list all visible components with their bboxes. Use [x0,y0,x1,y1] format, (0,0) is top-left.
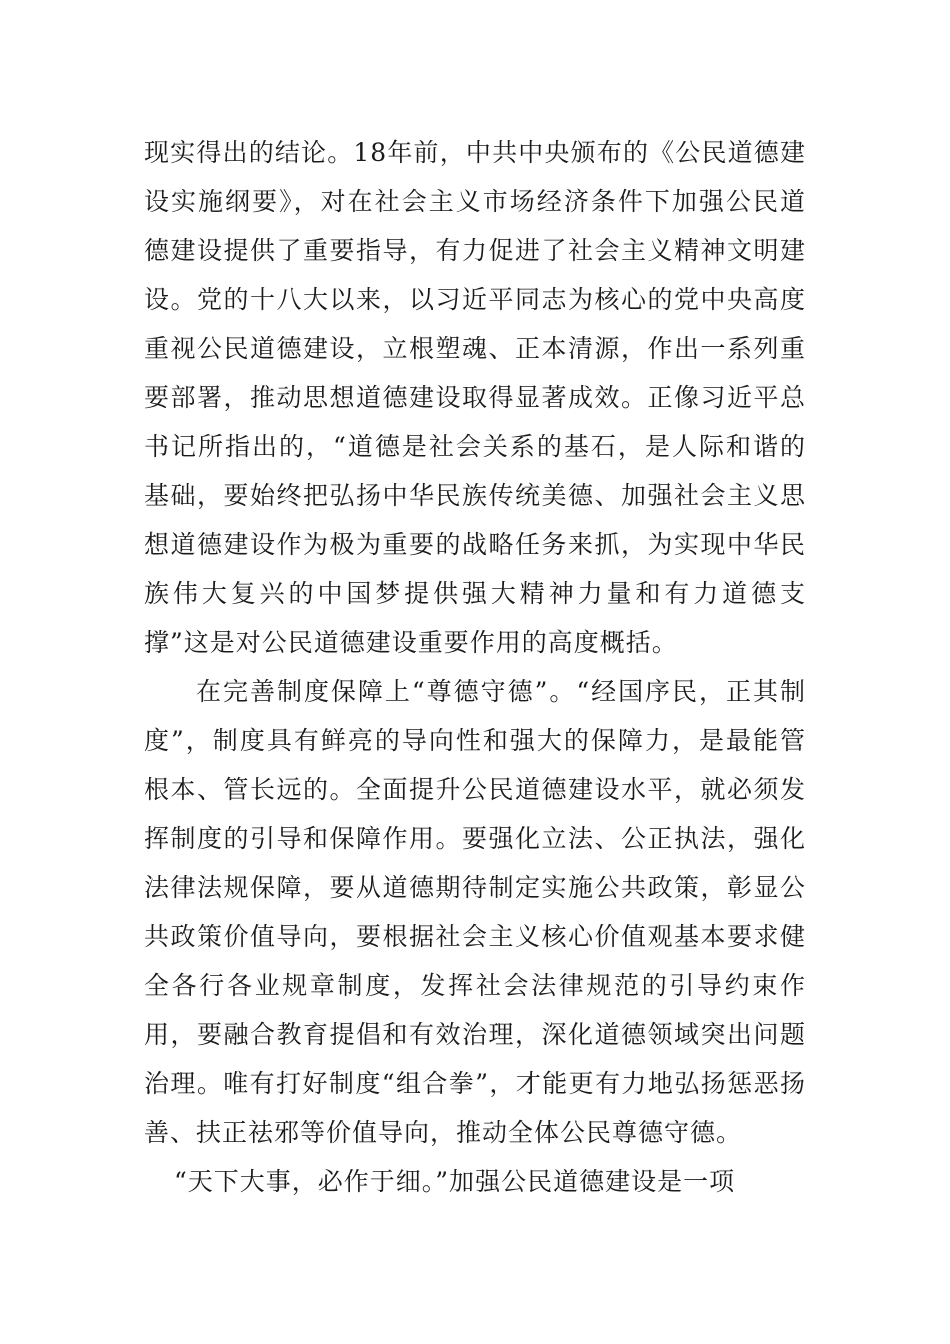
paragraph-2: 在完善制度保障上“尊德守德”。“经国序民，正其制度”，制度具有鲜亮的导向性和强大的保障力，是最能管根本、管长远的。全面提升公民道德建设水平，就必须发挥制度的引导和保障作用。要强化立法、公正执法，强化法律法规保障，要从道德期待制定实施公共政策，彰显公共政策价值导向，要根据社会主义核心价值观基本要求健全各行各业规章制度，发挥社会法律规范的引导约束作用，要融合教育提倡和有效治理，深化道德领域突出问题治理。唯有打好制度“组合拳”，才能更有力地弘扬惩恶扬善、扶正祛邪等价值导向，推动全体公民尊德守德。 [144,677,806,1147]
document-body [144,128,806,1206]
paragraph-3: “天下大事，必作于细。”加强公民道德建设是一项 [174,1167,736,1196]
paragraph-1: 现实得出的结论。18年前，中共中央颁布的《公民道德建设实施纲要》，对在社会主义市场经济条件下加强公民道德建设提供了重要指导，有力促进了社会主义精神文明建设。党的十八大以来，以习近平同志为核心的党中央高度重视公民道德建设，立根塑魂、正本清源，作出一系列重要部署，推动思想道德建设取得显著成效。正像习近平总书记所指出的，“道德是社会关系的基石，是人际和谐的基础，要始终把弘扬中华民族传统美德、加强社会主义思想道德建设作为极为重要的战略任务来抓，为实现中华民族伟大复兴的中国梦提供强大精神力量和有力道德支撑”这是对公民道德建设重要作用的高度概括。 [144,138,806,657]
